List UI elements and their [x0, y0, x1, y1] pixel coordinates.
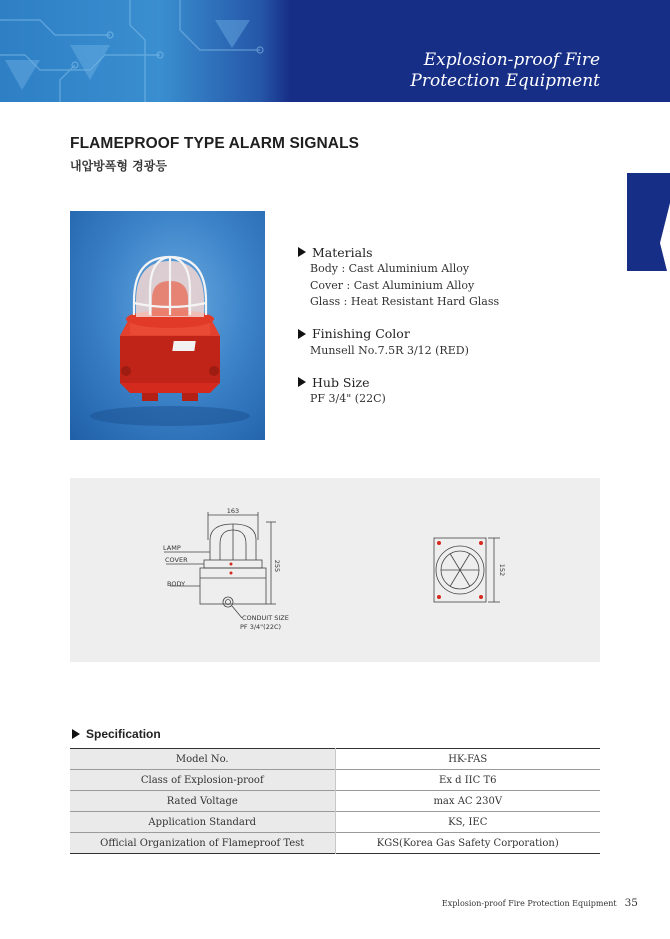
- page-number: 35: [624, 897, 638, 909]
- spec-key: Rated Voltage: [70, 791, 335, 812]
- spec-key: Class of Explosion-proof: [70, 770, 335, 791]
- spec-heading: [72, 727, 161, 741]
- bullet-triangle-icon: [298, 377, 306, 387]
- hub-size-heading: Hub Size: [312, 374, 370, 390]
- conduit-size-label: PF 3/4"(22C): [240, 623, 282, 631]
- product-photo: [70, 211, 265, 440]
- table-row: [70, 812, 600, 833]
- lamp-label: LAMP: [163, 544, 181, 552]
- spec-table: [70, 748, 600, 854]
- table-row: [70, 749, 600, 770]
- spec-value: max AC 230V: [335, 791, 600, 812]
- banner-title-line1: Explosion-proof Fire: [423, 50, 600, 70]
- spec-value: HK-FAS: [335, 749, 600, 770]
- dim-side-label: 152: [498, 563, 506, 577]
- table-row: [70, 833, 600, 854]
- dim-width-label: 163: [226, 507, 240, 515]
- materials-body: Body : Cast Aluminium Alloy: [310, 262, 470, 275]
- spec-value: Ex d IIC T6: [335, 770, 600, 791]
- spec-heading-label: Specification: [86, 727, 161, 741]
- materials-cover: Cover : Cast Aluminium Alloy: [310, 278, 475, 292]
- side-tab-marker: [627, 173, 670, 271]
- circuit-pattern-decoration: [0, 0, 290, 102]
- bullet-triangle-icon: [298, 247, 306, 257]
- hub-size-value: PF 3/4" (22C): [310, 392, 386, 405]
- table-row: [70, 791, 600, 812]
- dim-height-label: 255: [273, 559, 281, 573]
- bullet-triangle-icon: [72, 729, 80, 739]
- table-row: [70, 770, 600, 791]
- bullet-triangle-icon: [298, 329, 306, 339]
- page-subtitle: 내압방폭형 경광등: [70, 159, 167, 173]
- conduit-label: CONDUIT SIZE: [242, 614, 289, 622]
- finishing-color-heading: Finishing Color: [312, 326, 410, 341]
- hub-size-group: [298, 373, 499, 408]
- materials-heading: Materials: [312, 244, 373, 260]
- product-properties: [298, 243, 499, 422]
- banner-title: [410, 50, 600, 92]
- top-view-drawing: [434, 538, 500, 602]
- spec-key: Official Organization of Flameproof Test: [70, 833, 335, 854]
- header-banner: [0, 0, 670, 102]
- materials-glass: Glass : Heat Resistant Hard Glass: [310, 295, 500, 308]
- technical-drawing-panel: [70, 478, 600, 662]
- spec-value: KS, IEC: [335, 812, 600, 833]
- spec-key: Model No.: [70, 749, 335, 770]
- banner-title-line2: Protection Equipment: [410, 71, 600, 91]
- finishing-color-group: [298, 325, 499, 360]
- page-title: FLAMEPROOF TYPE ALARM SIGNALS: [70, 135, 360, 152]
- finishing-color-value: Munsell No.7.5R 3/12 (RED): [310, 343, 469, 357]
- cover-label: COVER: [165, 556, 188, 564]
- spec-value: KGS(Korea Gas Safety Corporation): [335, 833, 600, 854]
- spec-key: Application Standard: [70, 812, 335, 833]
- front-view-drawing: [164, 512, 276, 618]
- footer-text: Explosion-proof Fire Protection Equipment: [441, 899, 617, 908]
- materials-group: [298, 243, 499, 311]
- page-footer: [442, 897, 638, 909]
- body-label: BODY: [167, 580, 186, 588]
